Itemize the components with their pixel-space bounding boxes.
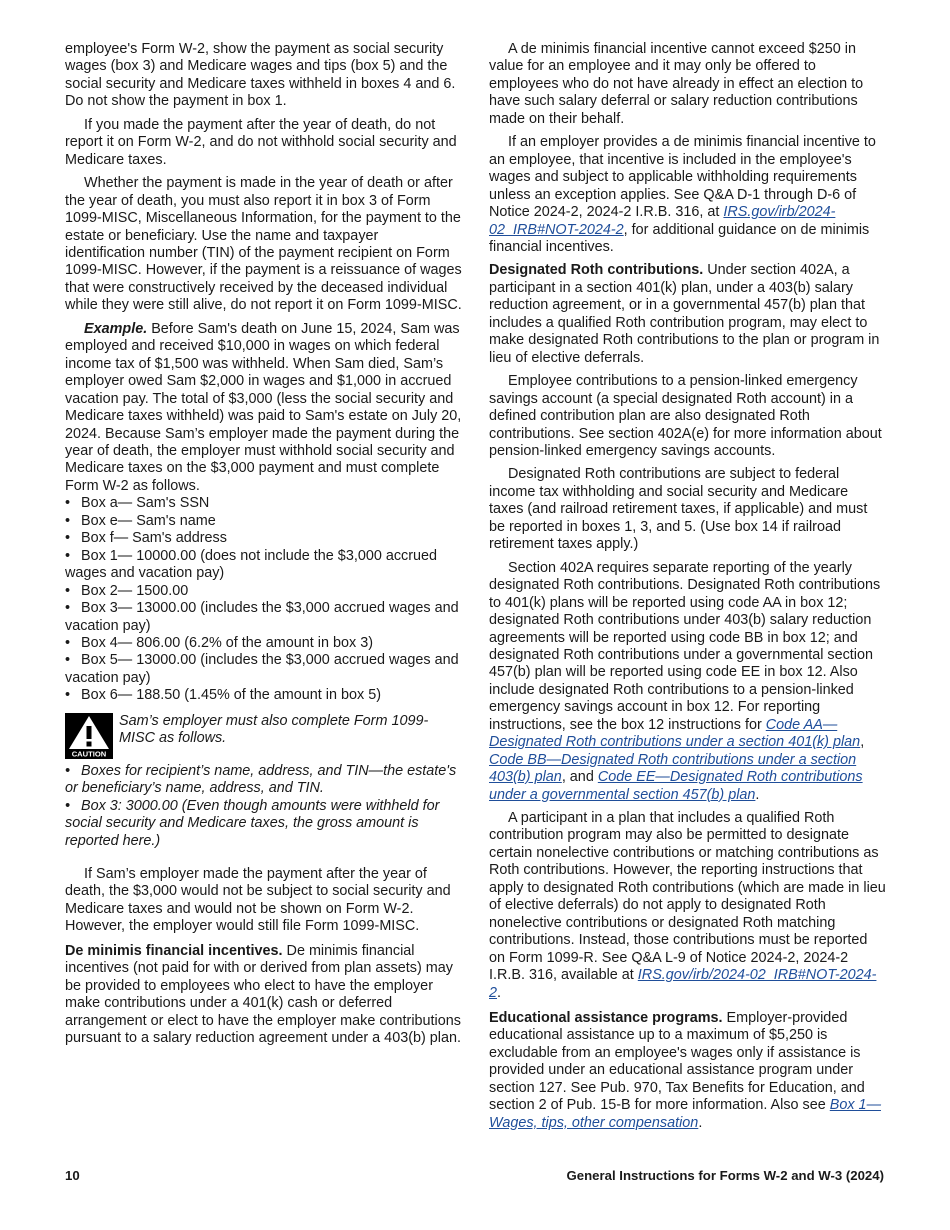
example-paragraph bbox=[65, 321, 462, 496]
code-aa-link[interactable]: Code AA—Designated Roth contributions under a section 401(k) plan bbox=[489, 716, 861, 751]
deminimis-paragraph: De minimis financial incentives. De minimis financial incentives (not paid for with or derived from plan assets) may be provided to employees who elect to have the employer make contributions under a 401(k) cash or deferred arrangement or elect to have the employer make contributions pursuant to a salary reduction agreement under a 403(b) plan. bbox=[65, 942, 461, 1047]
paragraph: Designated Roth contributions are subject to federal income tax withholding and social security and Medicare taxes (and railroad retirement taxes, if applicable) and must be reported in boxes 1, 3, and 5. (Use box 14 if railroad retirement taxes apply.) bbox=[489, 466, 868, 553]
paragraph: A participant in a plan that includes a qualified Roth contribution program may also be permitted to designate certain nonelective contributions or matching contributions as Roth contributions. However, the reporting instructions that apply to designated Roth contributions (which are made in lieu of elective deferrals) do not apply to designated Roth nonelective contributions or designated Roth matching contributions. Instead, those contributions must be reported on Form 1099-R. See Q&A L-9 of Notice 2024-2, 2024-2 I.R.B. 316, available at IRS.gov/irb/2024-02_IRB#NOT-2024-2. bbox=[489, 810, 886, 1001]
roth-paragraph: Designated Roth contributions. Under section 402A, a participant in a section 401(k) plan, under a 403(b) salary reduction agreement, or in a governmental 457(b) plan that includes a qualified Roth contribution program, may elect to make designated Roth contributions to the plan or program in lieu of elective deferrals. bbox=[489, 262, 880, 366]
form1099-box-list bbox=[65, 763, 462, 850]
example-label: Example. bbox=[84, 320, 148, 337]
list-item: • Box e— Sam's name bbox=[65, 512, 216, 529]
paragraph: If Sam’s employer made the payment after the year of death, the $3,000 would not be subject to social security and Medicare taxes and would not be shown on Form W-2. However, the employer would still file Form 1099-MISC. bbox=[65, 866, 451, 935]
section-heading: Designated Roth contributions. bbox=[489, 262, 704, 279]
list-item: • Box 6— 188.50 (1.45% of the amount in box 5) bbox=[65, 687, 381, 704]
list-item: • Box 3: 3000.00 (Even though amounts were withheld for social security and Medicare taxes, the gross amount is reported here.) bbox=[65, 797, 440, 849]
w2-box-list bbox=[65, 495, 462, 704]
section-heading: De minimis financial incentives. bbox=[65, 942, 283, 959]
list-item: • Box 4— 806.00 (6.2% of the amount in box 3) bbox=[65, 634, 373, 651]
code-bb-link[interactable]: Code BB—Designated Roth contributions under a section 403(b) plan bbox=[489, 751, 857, 786]
irs-link[interactable]: IRS.gov/irb/2024-02_IRB#NOT-2024-2 bbox=[489, 967, 877, 1001]
list-item: • Box f— Sam's address bbox=[65, 530, 227, 547]
right-column bbox=[489, 41, 886, 1138]
footer-title: General Instructions for Forms W-2 and W-3 (2024) bbox=[566, 1168, 884, 1183]
code-ee-link[interactable]: Code EE—Designated Roth contributions under a governmental section 457(b) plan bbox=[489, 769, 863, 803]
list-item: • Boxes for recipient’s name, address, and TIN—the estate's or beneficiary’s name, address, and TIN. bbox=[65, 762, 457, 797]
page-number: 10 bbox=[65, 1168, 80, 1183]
paragraph: If an employer provides a de minimis financial incentive to an employee, that incentive is included in the employee's wages and subject to applicable withholding requirements unless an exception applies. See Q&A D-1 through D-6 of Notice 2024-2, 2024-2 I.R.B. 316, at IRS.gov/irb/2024-02_IRB#NOT-2024-2, for additional guidance on de minimis financial incentives. bbox=[489, 134, 876, 255]
caution-icon bbox=[65, 713, 113, 759]
box1-link[interactable]: Box 1—Wages, tips, other compensation bbox=[489, 1097, 881, 1131]
paragraph: Section 402A requires separate reporting of the yearly designated Roth contributions. Designated Roth contributions to 401(k) plans will be reported using code AA in box 12; designated Roth contributions under 403(b) salary reduction agreements will be reported using code BB in box 12; and designated Roth contributions under a governmental section 457(b) plan will be reported using code EE in box 12. Also include designated Roth contributions to a pension-linked emergency savings account in box 12. For reporting instructions, see the box 12 instructions for Code AA—Designated Roth contributions under a section 401(k) plan, Code BB—Designated Roth contributions under a section 403(b) plan, and Code EE—Designated Roth contributions under a governmental section 457(b) plan. bbox=[489, 559, 881, 803]
list-item: • Box 5— 13000.00 (includes the $3,000 accrued wages and vacation pay) bbox=[65, 652, 459, 686]
education-paragraph: Educational assistance programs. Employer-provided educational assistance up to a maximum of $5,250 is excludable from an employee's wages only if assistance is provided under an educational assistance program under section 127. See Pub. 970, Tax Benefits for Education, and section 2 of Pub. 15-B for more information. Also see Box 1—Wages, tips, other compensation. bbox=[489, 1010, 881, 1131]
example-text: Before Sam's death on June 15, 2024, Sam was employed and received $10,000 in wages on which federal income tax of $1,500 was withheld. When Sam died, Sam’s employer owed Sam $2,000 in wages and $1,000 in accrued vacation pay. The total of $3,000 (less the social security and Medicare taxes withheld) was paid to Sam's estate on July 20, 2024. Because Sam’s employer made the payment during the year of death, the employer must withhold social security and Medicare taxes on the $3,000 payment and must complete Form W-2 as follows. bbox=[65, 320, 462, 494]
left-column bbox=[65, 41, 462, 1054]
caution-text: Sam’s employer must also complete Form 1099-MISC as follows. bbox=[119, 712, 429, 747]
paragraph: Employee contributions to a pension-linked emergency savings account (a special designated Roth account) in a defined contribution plan are also designated Roth contributions. See section 402A(e) for more information about pension-linked emergency savings accounts. bbox=[489, 373, 882, 459]
irs-link[interactable]: IRS.gov/irb/2024-02_IRB#NOT-2024-2 bbox=[489, 204, 836, 238]
paragraph: employee's Form W-2, show the payment as social security wages (box 3) and Medicare wages and tips (box 5) and the social security and Medicare taxes withheld in boxes 4 and 6. Do not show the payment in box 1. bbox=[65, 41, 456, 110]
list-item: • Box 1— 10000.00 (does not include the $3,000 accrued wages and vacation pay) bbox=[65, 547, 438, 582]
caution-label: CAUTION bbox=[71, 749, 107, 759]
list-item: • Box 3— 13000.00 (includes the $3,000 accrued wages and vacation pay) bbox=[65, 600, 459, 634]
list-item: • Box a— Sam's SSN bbox=[65, 495, 210, 512]
paragraph: Whether the payment is made in the year of death or after the year of death, you must also report it in box 3 of Form 1099-MISC, Miscellaneous Information, for the payment to the estate or beneficiary. Use the name and taxpayer identification number (TIN) of the payment recipient on Form 1099-MISC. However, if the payment is a reissuance of wages that were constructively received by the deceased individual while they were still alive, do not report it on Form 1099-MISC. bbox=[65, 175, 462, 314]
list-item: • Box 2— 1500.00 bbox=[65, 582, 189, 599]
paragraph: A de minimis financial incentive cannot exceed $250 in value for an employee and it may only be offered to employees who do not have already in effect an election to have such salary deferral or salary reduction contributions made on their behalf. bbox=[489, 41, 864, 127]
paragraph: If you made the payment after the year of death, do not report it on Form W-2, and do not withhold social security and Medicare taxes. bbox=[65, 116, 457, 168]
section-heading: Educational assistance programs. bbox=[489, 1010, 723, 1027]
caution-box bbox=[65, 713, 462, 759]
